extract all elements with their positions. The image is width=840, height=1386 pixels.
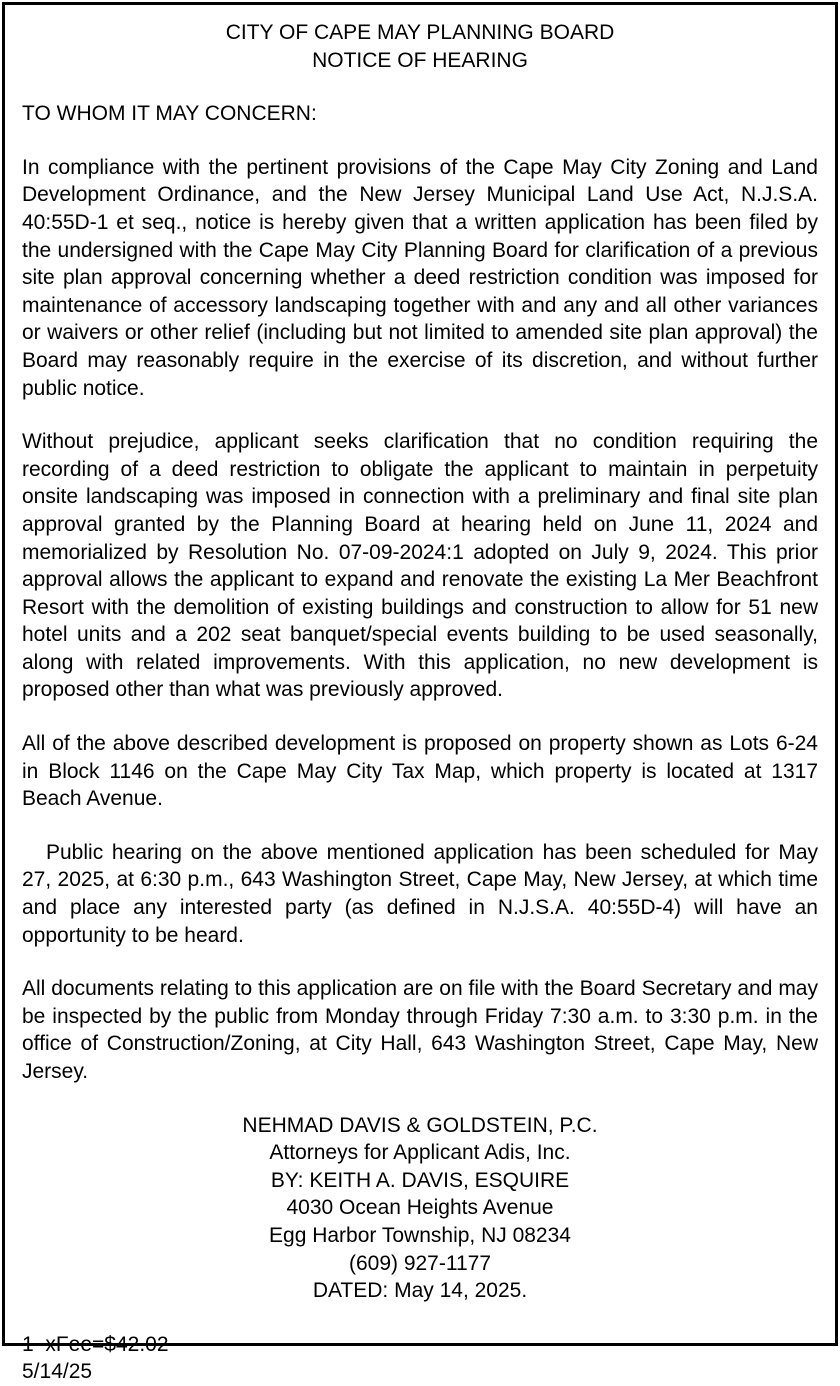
street-address: 4030 Ocean Heights Avenue [286, 1196, 554, 1220]
paragraph-clarification: Without prejudice, applicant seeks clarification that no condition requiring the recording of a deed restriction to obligate the applicant to maintain in perpetuity onsite landscaping was imposed in connection with a preliminary and final site plan approval granted by the Planning Board at hearing held on June 11, 2024 and memorialized by Resolution No. 07-09-2024:1 adopted on July 9, 2024. This prior approval allows the applicant to expand and renovate the existing La Mer Beachfront Resort with the demolition of existing buildings and construction to allow for 51 new hotel units and a 202 seat banquet/special events building to be used seasonally, along with related improvements. With this application, no new development is proposed other than what was previously approved. [22, 430, 818, 702]
footer-date: 5/14/25 [22, 1360, 93, 1384]
signature-block [22, 1112, 818, 1305]
paragraph-documents: All documents relating to this application are on file with the Board Secretary and may be inspected by the public from Monday through Friday 7:30 a.m. to 3:30 p.m. in the office of Construction/Zoning, at City Hall, 643 Washington Street, Cape May, New Jersey. [22, 977, 818, 1083]
paragraph-hearing: Public hearing on the above mentioned application has been scheduled for May 27, 2025, at 6:30 p.m., 643 Washington Street, Cape May, New Jersey, at which time and place any interested party (as defined in N.J.S.A. 40:55D-4) will have an opportunity to be heard. [22, 840, 818, 947]
salutation: TO WHOM IT MAY CONCERN: [22, 102, 317, 126]
footer [22, 1331, 818, 1386]
attorney-role: Attorneys for Applicant Adis, Inc. [269, 1141, 571, 1165]
paragraph-property: All of the above described development is proposed on property shown as Lots 6-24 in Block 1146 on the Cape May City Tax Map, which property is located at 1317 Beach Avenue. [22, 732, 818, 811]
attorney-name: BY: KEITH A. DAVIS, ESQUIRE [270, 1168, 570, 1192]
notice-title: CITY OF CAPE MAY PLANNING BOARD [225, 21, 615, 44]
notice-subtitle: NOTICE OF HEARING [312, 48, 528, 72]
dated-line: DATED: May 14, 2025. [312, 1279, 528, 1303]
legal-notice [2, 2, 838, 1384]
paragraph-compliance: In compliance with the pertinent provisions of the Cape May City Zoning and Land Development Ordinance, and the New Jersey Municipal Land Use Act, N.J.S.A. 40:55D-1 et seq., notice is hereby given that a written application has been filed by the undersigned with the Cape May City Planning Board for clarification of a previous site plan approval concerning whether a deed restriction condition was imposed for maintenance of accessory landscaping together with and any and all other variances or waivers or other relief (including but not limited to amended site plan approval) the Board may reasonably require in the exercise of its discretion, and without further public notice. [22, 155, 818, 400]
phone-number: (609) 927-1177 [348, 1251, 492, 1275]
city-address: Egg Harbor Township, NJ 08234 [269, 1223, 571, 1247]
fee-line: 1 xFee=$42.02 [22, 1332, 169, 1356]
firm-name: NEHMAD DAVIS & GOLDSTEIN, P.C. [242, 1113, 598, 1137]
